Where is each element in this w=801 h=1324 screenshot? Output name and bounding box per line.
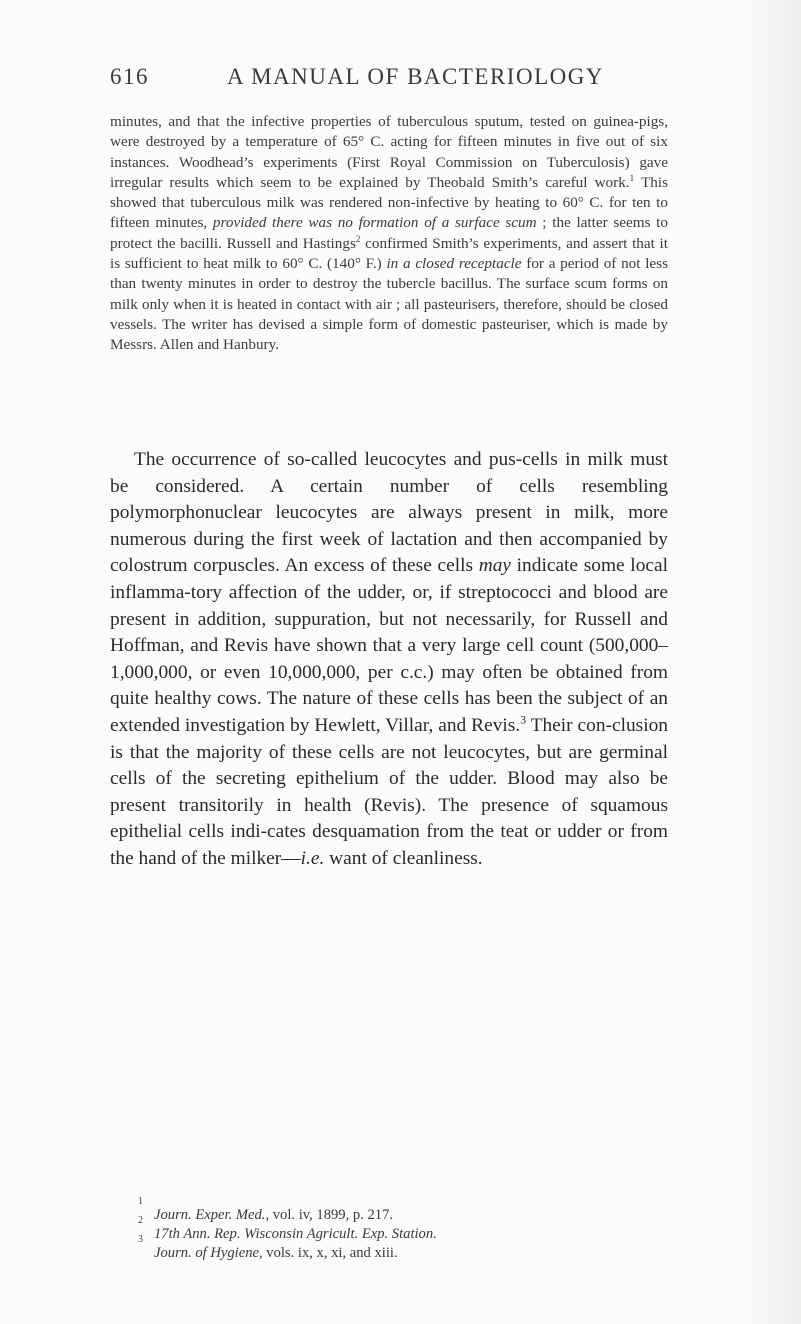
footnote: 1 Journ. Exper. Med., vol. iv, 1899, p. 217. xyxy=(138,1196,394,1223)
page-header xyxy=(110,64,710,94)
footnotes xyxy=(110,1196,668,1263)
page-number: 616 xyxy=(110,64,149,89)
footnote-ref-1: 1 xyxy=(629,172,635,183)
footnote-source: Journ. of Hygiene xyxy=(154,1245,259,1261)
running-title: A MANUAL OF BACTERIOLOGY xyxy=(227,64,604,89)
text-run: Their con-clusion is that the majority of these cells are not leucocytes, but are germinal cells of the secreting epithelium of the udder. Blood may also be present transitorily in health (Revis). The presence of squamous epithelial cells indi-cates desquamation from the teat or udder or from the hand of the milker— xyxy=(110,714,668,869)
footnote: 3 Journ. of Hygiene, vols. ix, x, xi, and xiii. xyxy=(138,1234,398,1261)
footnote-detail: , vols. ix, x, xi, and xiii. xyxy=(258,1245,398,1261)
text-run: The occurrence of so-called leucocytes and pus-cells in milk must be considered. A certain number of cells resembling polymorphonuclear leucocytes are always present in milk, more numerous during the first week of lactation and then accompanied by colostrum corpuscles. An excess of these cells xyxy=(110,449,668,577)
text-run: ; the latter seems to protect the bacilli. Russell and Hastings xyxy=(110,214,668,252)
emphasis-text: in a closed receptacle xyxy=(386,255,522,273)
footnote-source: Journ. Exper. Med. xyxy=(154,1207,266,1223)
text-run: confirmed Smith’s experiments, and assert that it is sufficient to heat milk to 60° C. (140° F.) xyxy=(110,234,669,273)
text-run: This showed that tuberculous milk was rendered non-infective by heating to 60° C. for ten to fifteen minutes, xyxy=(110,173,668,232)
text-run: minutes, and that the infective properties of tuberculous sputum, tested on guinea-pigs, were destroyed by a temperature of 65° C. acting for fifteen minutes in five out of six instances. Woodhead’s experiments (First Royal Commission on Tuberculosis) gave irregular results which seem to be explained by Theobald Smith’s careful work. xyxy=(110,113,668,191)
text-run: indicate some local inflamma-tory affection of the udder, or, if streptococci and blood are present in addition, suppuration, but not necessarily, for Russell and Hoffman, and Revis have shown that a very large cell count (500,000–1,000,000, or even 10,000,000, per c.c.) may often be obtained from quite healthy cows. The nature of these cells has been the subject of an extended investigation by Hewlett, Villar, and Revis. xyxy=(110,555,668,736)
page-edge-shadow xyxy=(741,0,801,1324)
footnote-ref-2: 2 xyxy=(355,233,361,244)
small-print-paragraph xyxy=(110,112,668,356)
footnote-ref-3: 3 xyxy=(520,713,527,727)
main-paragraph xyxy=(110,447,668,873)
emphasis-text: may xyxy=(478,555,511,577)
emphasis-text: provided there was no formation of a surface scum xyxy=(212,214,537,232)
footnote-source: 17th Ann. Rep. Wisconsin Agricult. Exp. Station. xyxy=(154,1226,437,1242)
footnote-detail: , vol. iv, 1899, p. 217. xyxy=(265,1207,394,1223)
text-run: for a period of not less than twenty minutes in order to destroy the tubercle bacillus. The surface scum forms on milk only when it is heated in contact with air ; all pasteurisers, therefore, should be closed vessels. The writer has devised a simple form of domestic pasteuriser, which is made by Messrs. Allen and Hanbury. xyxy=(110,255,668,354)
footnote: 2 17th Ann. Rep. Wisconsin Agricult. Exp. Station. xyxy=(138,1215,437,1242)
emphasis-text: i.e. xyxy=(300,847,325,869)
text-run: want of cleanliness. xyxy=(324,847,483,869)
